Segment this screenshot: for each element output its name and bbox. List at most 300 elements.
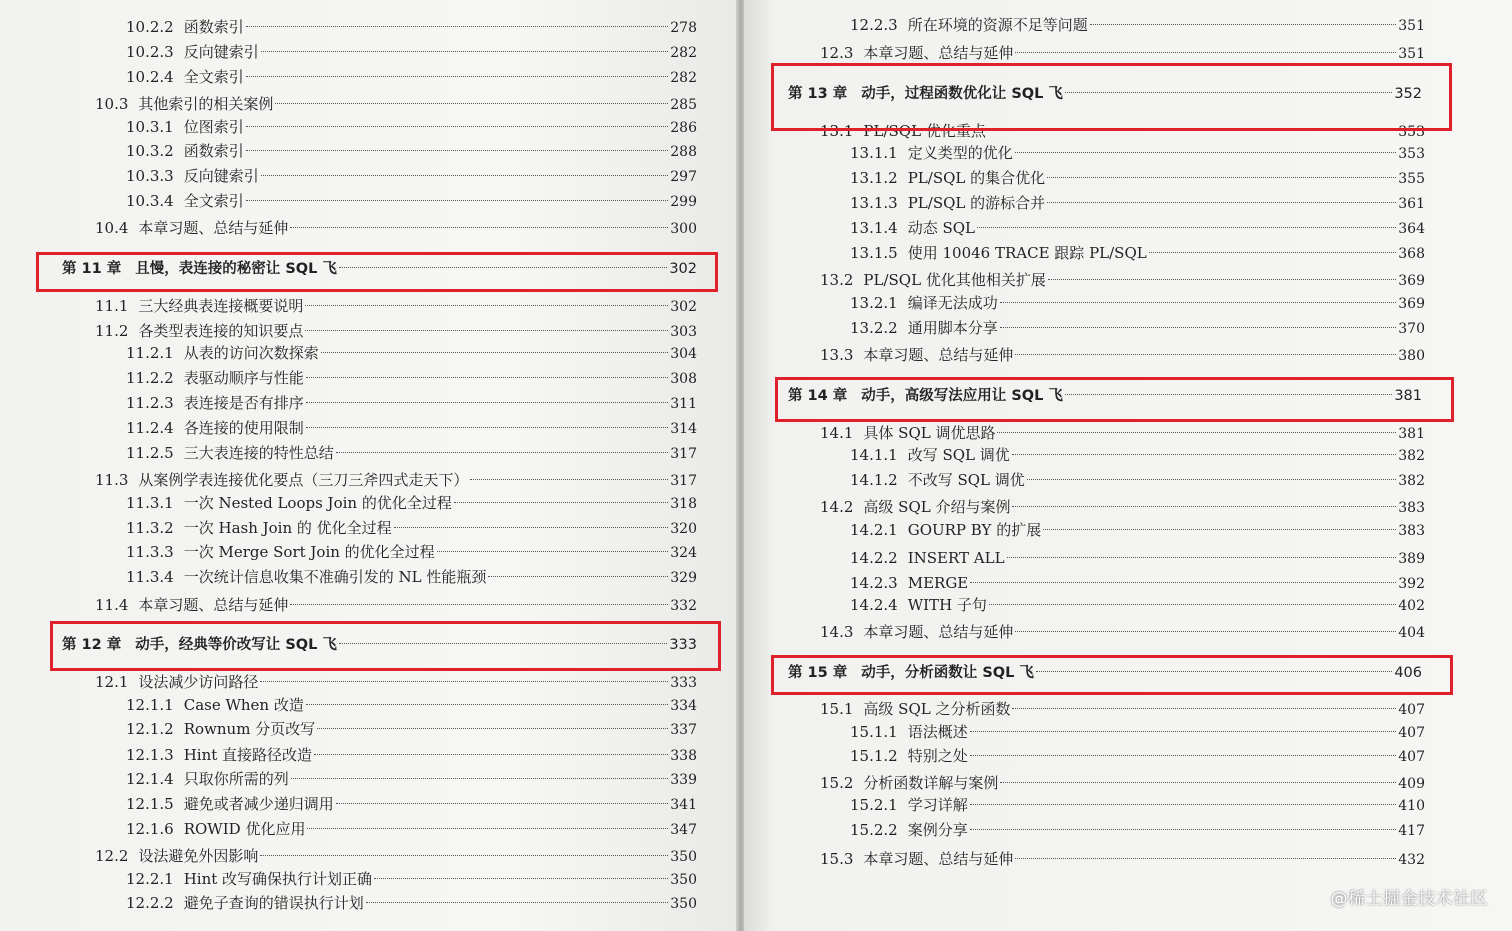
toc-entry-title: Hint 改写确保执行计划正确 <box>183 870 373 888</box>
toc-entry-page: 417 <box>1398 823 1425 839</box>
toc-entry-number: 第 11 章 <box>62 261 122 277</box>
toc-entry <box>126 442 697 464</box>
dot-leader <box>246 76 669 77</box>
toc-entry-page: 409 <box>1398 776 1425 792</box>
dot-leader <box>374 878 668 879</box>
toc-entry-number: 12.2.1 <box>126 870 174 888</box>
toc-entry-page: 355 <box>1398 171 1425 187</box>
toc-entry <box>850 142 1425 164</box>
toc-entry-title: 具体 SQL 调优思路 <box>863 424 996 442</box>
toc-entry-number: 14.3 <box>820 623 854 641</box>
dot-leader <box>1012 506 1396 507</box>
dot-leader <box>321 352 669 353</box>
toc-entry-page: 383 <box>1398 500 1425 516</box>
dot-leader <box>260 681 668 682</box>
toc-entry-title: 全文索引 <box>183 192 244 210</box>
toc-entry <box>820 496 1425 518</box>
dot-leader <box>336 803 669 804</box>
dot-leader <box>306 704 668 705</box>
toc-entry-page: 407 <box>1398 749 1425 765</box>
toc-entry-number: 10.2.3 <box>126 43 174 61</box>
toc-entry-title: 改写 SQL 调优 <box>907 446 1010 464</box>
toc-entry-page: 406 <box>1394 665 1422 681</box>
toc-entry-page: 302 <box>669 261 697 277</box>
toc-entry <box>820 772 1425 794</box>
toc-entry-title: MERGE <box>907 574 969 592</box>
toc-entry-title: 从表的访问次数探索 <box>183 344 319 362</box>
toc-entry-title: 本章习题、总结与延伸 <box>138 219 289 237</box>
toc-entry <box>850 217 1425 239</box>
dot-leader <box>1015 152 1397 153</box>
dot-leader <box>305 305 668 306</box>
toc-entry <box>126 417 697 439</box>
toc-entry-number: 第 13 章 <box>788 86 848 102</box>
toc-entry <box>820 422 1425 444</box>
toc-entry <box>126 66 697 88</box>
dot-leader <box>1047 177 1396 178</box>
watermark: @稀土掘金技术社区 <box>1330 889 1488 909</box>
toc-entry-page: 361 <box>1398 196 1425 212</box>
dot-leader <box>261 51 669 52</box>
toc-entry-title: ROWID 优化应用 <box>183 820 306 838</box>
toc-entry-number: 12.1 <box>95 673 129 691</box>
toc-entry-page: 317 <box>670 446 697 462</box>
highlight-box-chapter-11 <box>36 252 718 292</box>
toc-entry <box>126 41 697 63</box>
toc-entry-page: 317 <box>670 473 697 489</box>
toc-entry <box>95 845 697 867</box>
toc-entry <box>126 892 697 914</box>
dot-leader <box>1015 52 1396 53</box>
toc-entry-number: 12.2.2 <box>126 894 174 912</box>
toc-entry-page: 285 <box>670 97 697 113</box>
toc-entry-title: Hint 直接路径改造 <box>183 746 313 764</box>
toc-entry-title: 只取你所需的列 <box>183 770 289 788</box>
toc-entry-page: 402 <box>1398 598 1425 614</box>
dot-leader <box>977 227 1396 228</box>
dot-leader <box>307 828 668 829</box>
toc-entry-number: 11.2.2 <box>126 369 174 387</box>
toc-entry-title: 表驱动顺序与性能 <box>183 369 304 387</box>
toc-entry-number: 14.2.3 <box>850 574 898 592</box>
dot-leader <box>1007 557 1397 558</box>
toc-entry <box>95 93 697 115</box>
toc-entry-number: 15.2.1 <box>850 796 898 814</box>
toc-entry-page: 303 <box>670 324 697 340</box>
toc-entry-number: 14.2.1 <box>850 521 898 539</box>
dot-leader <box>366 902 669 903</box>
toc-entry-number: 11.1 <box>95 297 129 315</box>
toc-entry-number: 11.2 <box>95 322 129 340</box>
toc-entry-page: 311 <box>670 396 697 412</box>
dot-leader <box>291 778 669 779</box>
toc-entry <box>850 192 1425 214</box>
toc-entry-title: 三大经典表连接概要说明 <box>138 297 304 315</box>
toc-entry-page: 320 <box>670 521 697 537</box>
dot-leader <box>261 175 669 176</box>
toc-entry-page: 370 <box>1398 321 1425 337</box>
toc-entry-title: 函数索引 <box>183 142 244 160</box>
toc-entry-number: 11.2.3 <box>126 394 174 412</box>
toc-entry-number: 11.3 <box>95 471 129 489</box>
toc-entry-number: 13.1.1 <box>850 144 898 162</box>
toc-entry-number: 第 15 章 <box>788 665 848 681</box>
toc-entry-number: 第 12 章 <box>62 637 122 653</box>
toc-entry-number: 14.2.4 <box>850 596 898 614</box>
toc-entry-page: 338 <box>670 748 697 764</box>
toc-entry <box>126 342 697 364</box>
toc-entry-title: 三大表连接的特性总结 <box>183 444 334 462</box>
toc-entry-page: 350 <box>670 849 697 865</box>
toc-entry-title: INSERT ALL <box>907 549 1005 567</box>
toc-entry <box>850 242 1425 264</box>
dot-leader <box>970 582 1396 583</box>
toc-entry-page: 304 <box>670 346 697 362</box>
toc-entry-number: 10.3 <box>95 95 129 113</box>
toc-entry-page: 333 <box>670 675 697 691</box>
toc-entry-title: 使用 10046 TRACE 跟踪 PL/SQL <box>907 244 1147 262</box>
toc-entry-page: 302 <box>670 299 697 315</box>
toc-entry-number: 11.2.5 <box>126 444 174 462</box>
toc-entry-page: 337 <box>670 722 697 738</box>
dot-leader <box>470 479 668 480</box>
toc-entry-page: 364 <box>1398 221 1425 237</box>
toc-entry-page: 350 <box>670 896 697 912</box>
dot-leader <box>1015 354 1396 355</box>
dot-leader <box>1012 708 1396 709</box>
toc-entry-title: 定义类型的优化 <box>907 144 1013 162</box>
toc-entry <box>126 768 697 790</box>
toc-entry <box>95 217 697 239</box>
dot-leader <box>290 227 668 228</box>
toc-entry-number: 13.2.2 <box>850 319 898 337</box>
dot-leader <box>970 731 1397 732</box>
toc-entry-page: 351 <box>1398 18 1425 34</box>
right-page <box>744 0 1512 931</box>
toc-entry-page: 288 <box>670 144 697 160</box>
toc-entry <box>126 392 697 414</box>
dot-leader <box>488 576 668 577</box>
dot-leader <box>1047 202 1396 203</box>
toc-entry <box>820 269 1425 291</box>
toc-entry-title: 学习详解 <box>907 796 968 814</box>
toc-entry-page: 353 <box>1398 146 1425 162</box>
toc-entry-number: 12.1.5 <box>126 795 174 813</box>
toc-entry-title: WITH 子句 <box>907 596 987 614</box>
toc-entry <box>95 469 697 491</box>
toc-entry <box>850 572 1425 594</box>
toc-entry-title: 设法避免外因影响 <box>138 847 259 865</box>
toc-entry-page: 352 <box>1394 86 1422 102</box>
dot-leader <box>1015 858 1396 859</box>
dot-leader <box>1015 631 1396 632</box>
highlight-box-chapter-14 <box>775 377 1454 422</box>
toc-entry-title: 且慢，表连接的秘密让 SQL 飞 <box>135 261 337 277</box>
toc-entry-number: 15.1.2 <box>850 747 898 765</box>
dot-leader <box>970 804 1397 805</box>
toc-entry-number: 12.1.1 <box>126 696 174 714</box>
toc-entry-title: 本章习题、总结与延伸 <box>863 623 1014 641</box>
toc-entry <box>126 16 697 38</box>
toc-entry-number: 13.1 <box>820 122 854 140</box>
toc-entry <box>126 492 697 514</box>
toc-entry-number: 15.2 <box>820 774 854 792</box>
toc-entry-number: 11.4 <box>95 596 129 614</box>
toc-entry-page: 282 <box>670 70 697 86</box>
toc-entry-page: 339 <box>670 772 697 788</box>
toc-entry-title: 本章习题、总结与延伸 <box>863 850 1014 868</box>
toc-entry <box>126 718 697 740</box>
toc-entry-title: 动手，经典等价改写让 SQL 飞 <box>135 637 337 653</box>
toc-entry-page: 299 <box>670 194 697 210</box>
toc-entry-number: 第 14 章 <box>788 388 848 404</box>
toc-entry <box>126 566 697 588</box>
dot-leader <box>246 26 669 27</box>
toc-entry-title: 表连接是否有排序 <box>183 394 304 412</box>
toc-entry-number: 14.2.2 <box>850 549 898 567</box>
toc-entry-title: 高级 SQL 之分析函数 <box>863 700 1011 718</box>
toc-entry-number: 15.2.2 <box>850 821 898 839</box>
toc-entry <box>126 116 697 138</box>
toc-entry-page: 282 <box>670 45 697 61</box>
toc-entry-title: PL/SQL 优化重点 <box>863 122 986 140</box>
toc-entry-number: 13.1.5 <box>850 244 898 262</box>
toc-entry <box>850 14 1425 36</box>
toc-entry-title: 全文索引 <box>183 68 244 86</box>
toc-entry-title: 本章习题、总结与延伸 <box>138 596 289 614</box>
dot-leader <box>1048 279 1396 280</box>
toc-entry-title: 各连接的使用限制 <box>183 419 304 437</box>
toc-entry <box>850 317 1425 339</box>
toc-entry-page: 382 <box>1398 448 1425 464</box>
toc-entry-title: 动手，分析函数让 SQL 飞 <box>861 665 1034 681</box>
toc-entry <box>126 818 697 840</box>
toc-entry-page: 300 <box>670 221 697 237</box>
toc-entry <box>850 469 1425 491</box>
toc-entry-number: 14.1 <box>820 424 854 442</box>
toc-entry-title: 特别之处 <box>907 747 968 765</box>
dot-leader <box>275 103 668 104</box>
toc-entry-title: 高级 SQL 介绍与案例 <box>863 498 1011 516</box>
toc-entry-number: 12.1.4 <box>126 770 174 788</box>
toc-entry-title: 动手，过程函数优化让 SQL 飞 <box>861 86 1063 102</box>
toc-entry-number: 11.3.3 <box>126 543 174 561</box>
toc-entry-page: 351 <box>1398 46 1425 62</box>
toc-entry-page: 318 <box>670 496 697 512</box>
dot-leader <box>989 604 1396 605</box>
toc-entry-page: 392 <box>1398 576 1425 592</box>
toc-entry <box>850 721 1425 743</box>
toc-entry-title: 一次 Hash Join 的 优化全过程 <box>183 519 392 537</box>
toc-entry-number: 13.2 <box>820 271 854 289</box>
toc-entry-page: 404 <box>1398 625 1425 641</box>
toc-entry-number: 10.3.3 <box>126 167 174 185</box>
toc-entry-title: 位图索引 <box>183 118 244 136</box>
toc-entry-title: Rownum 分页改写 <box>183 720 316 738</box>
toc-entry-title: 动手，高级写法应用让 SQL 飞 <box>861 388 1063 404</box>
toc-entry-title: 一次统计信息收集不准确引发的 NL 性能瓶颈 <box>183 568 487 586</box>
toc-entry-title: 设法减少访问路径 <box>138 673 259 691</box>
dot-leader <box>1090 24 1397 25</box>
toc-entry-title: 反向键索引 <box>183 167 259 185</box>
toc-entry-number: 12.3 <box>820 44 854 62</box>
dot-leader <box>314 754 668 755</box>
dot-leader <box>1000 782 1396 783</box>
toc-entry-title: 案例分享 <box>907 821 968 839</box>
toc-entry-title: 其他索引的相关案例 <box>138 95 274 113</box>
toc-entry-number: 12.2 <box>95 847 129 865</box>
toc-entry <box>820 42 1425 64</box>
toc-entry-page: 353 <box>1398 124 1425 140</box>
dot-leader <box>1043 529 1396 530</box>
toc-entry <box>126 190 697 212</box>
toc-entry-title: 通用脚本分享 <box>907 319 998 337</box>
toc-entry-number: 10.3.4 <box>126 192 174 210</box>
dot-leader <box>454 502 668 503</box>
dot-leader <box>1000 302 1397 303</box>
toc-entry <box>820 344 1425 366</box>
toc-entry-page: 381 <box>1398 426 1425 442</box>
toc-entry-title: PL/SQL 的游标合并 <box>907 194 1046 212</box>
toc-entry-number: 12.1.2 <box>126 720 174 738</box>
dot-leader <box>306 402 669 403</box>
highlight-box-chapter-12 <box>50 621 721 671</box>
dot-leader <box>1000 327 1397 328</box>
toc-entry-number: 14.1.2 <box>850 471 898 489</box>
toc-entry-page: 297 <box>670 169 697 185</box>
toc-entry-title: 一次 Nested Loops Join 的优化全过程 <box>183 494 452 512</box>
toc-entry-page: 308 <box>670 371 697 387</box>
toc-entry <box>850 547 1425 569</box>
dot-leader <box>290 604 668 605</box>
toc-entry <box>850 519 1425 541</box>
toc-entry-page: 332 <box>670 598 697 614</box>
toc-entry <box>126 694 697 716</box>
toc-entry-page: 350 <box>670 872 697 888</box>
dot-leader <box>336 452 669 453</box>
toc-entry-title: 本章习题、总结与延伸 <box>863 44 1014 62</box>
dot-leader <box>246 126 669 127</box>
toc-entry-title: 动态 SQL <box>907 219 976 237</box>
toc-entry-number: 11.3.2 <box>126 519 174 537</box>
toc-entry-title: PL/SQL 优化其他相关扩展 <box>863 271 1046 289</box>
dot-leader <box>306 377 669 378</box>
toc-entry-title: 各类型表连接的知识要点 <box>138 322 304 340</box>
toc-entry <box>95 671 697 693</box>
left-page <box>0 0 738 931</box>
toc-entry-number: 11.3.4 <box>126 568 174 586</box>
toc-entry-title: 本章习题、总结与延伸 <box>863 346 1014 364</box>
toc-entry-title: 所在环境的资源不足等问题 <box>907 16 1088 34</box>
toc-entry-page: 286 <box>670 120 697 136</box>
dot-leader <box>317 728 668 729</box>
dot-leader <box>437 551 669 552</box>
toc-entry-page: 410 <box>1398 798 1425 814</box>
toc-entry <box>126 541 697 563</box>
toc-entry-page: 383 <box>1398 523 1425 539</box>
toc-entry <box>850 292 1425 314</box>
toc-entry-number: 13.1.3 <box>850 194 898 212</box>
toc-entry-number: 13.1.4 <box>850 219 898 237</box>
toc-entry-number: 11.3.1 <box>126 494 174 512</box>
toc-entry-page: 341 <box>670 797 697 813</box>
toc-entry-number: 10.4 <box>95 219 129 237</box>
toc-entry <box>126 868 697 890</box>
toc-entry-number: 10.3.1 <box>126 118 174 136</box>
toc-entry-page: 407 <box>1398 725 1425 741</box>
toc-entry <box>126 744 697 766</box>
toc-entry <box>820 698 1425 720</box>
toc-entry-number: 12.2.3 <box>850 16 898 34</box>
dot-leader <box>306 427 669 428</box>
toc-entry <box>850 819 1425 841</box>
toc-entry <box>95 295 697 317</box>
toc-entry-page: 278 <box>670 20 697 36</box>
toc-entry-title: 语法概述 <box>907 723 968 741</box>
toc-entry-number: 14.2 <box>820 498 854 516</box>
toc-entry <box>126 367 697 389</box>
toc-entry-page: 382 <box>1398 473 1425 489</box>
dot-leader <box>305 330 668 331</box>
toc-entry-page: 369 <box>1398 273 1425 289</box>
dot-leader <box>1027 479 1396 480</box>
toc-entry-title: 避免子查询的错误执行计划 <box>183 894 364 912</box>
toc-entry <box>850 167 1425 189</box>
toc-entry <box>95 320 697 342</box>
dot-leader <box>997 432 1396 433</box>
toc-entry-number: 15.3 <box>820 850 854 868</box>
toc-entry <box>126 793 697 815</box>
toc-entry-number: 12.1.6 <box>126 820 174 838</box>
toc-entry-number: 10.2.4 <box>126 68 174 86</box>
toc-entry-page: 407 <box>1398 702 1425 718</box>
toc-entry-number: 15.1 <box>820 700 854 718</box>
toc-entry <box>850 444 1425 466</box>
highlight-box-chapter-13 <box>771 63 1452 131</box>
toc-entry <box>820 621 1425 643</box>
toc-entry <box>126 140 697 162</box>
toc-entry-title: 函数索引 <box>183 18 244 36</box>
toc-entry-number: 11.2.1 <box>126 344 174 362</box>
dot-leader <box>1149 252 1397 253</box>
toc-entry <box>850 745 1425 767</box>
toc-entry-page: 368 <box>1398 246 1425 262</box>
toc-entry-page: 369 <box>1398 296 1425 312</box>
toc-entry <box>850 794 1425 816</box>
dot-leader <box>970 829 1397 830</box>
toc-entry-page: 329 <box>670 570 697 586</box>
toc-entry-number: 13.3 <box>820 346 854 364</box>
toc-entry-title: 一次 Merge Sort Join 的优化全过程 <box>183 543 435 561</box>
toc-entry-title: 反向键索引 <box>183 43 259 61</box>
toc-entry-number: 14.1.1 <box>850 446 898 464</box>
toc-entry-number: 10.3.2 <box>126 142 174 160</box>
dot-leader <box>1012 454 1396 455</box>
toc-entry-number: 12.1.3 <box>126 746 174 764</box>
toc-entry-number: 13.2.1 <box>850 294 898 312</box>
toc-entry-page: 324 <box>670 545 697 561</box>
toc-entry-title: 编译无法成功 <box>907 294 998 312</box>
toc-entry-page: 432 <box>1398 852 1425 868</box>
toc-entry-page: 389 <box>1398 551 1425 567</box>
toc-entry <box>95 594 697 616</box>
toc-entry-title: GOURP BY 的扩展 <box>907 521 1042 539</box>
toc-entry-page: 347 <box>670 822 697 838</box>
highlight-box-chapter-15 <box>771 655 1453 695</box>
toc-entry-page: 381 <box>1394 388 1422 404</box>
toc-entry <box>820 848 1425 870</box>
toc-entry-number: 10.2.2 <box>126 18 174 36</box>
